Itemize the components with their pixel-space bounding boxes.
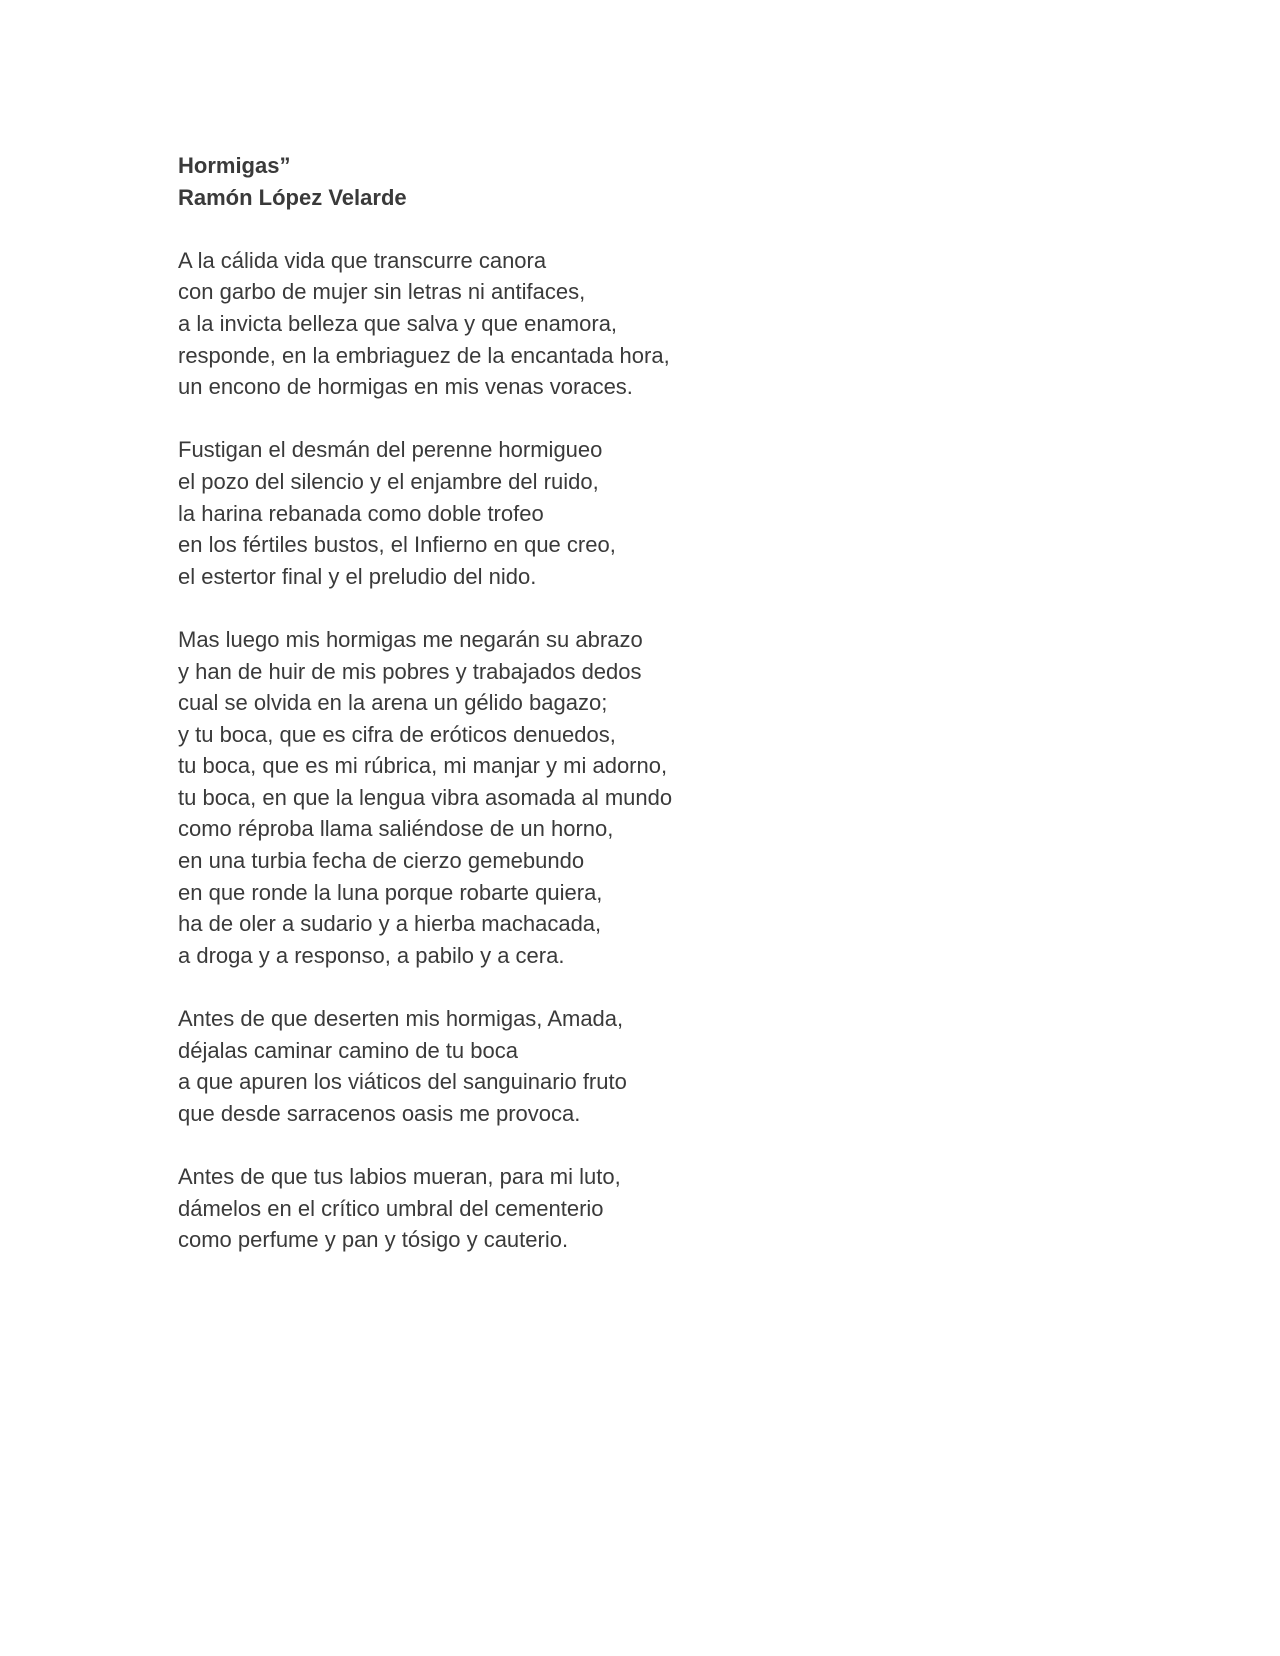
poem-line: como perfume y pan y tósigo y cauterio. <box>178 1227 569 1253</box>
poem-line: un encono de hormigas en mis venas voraces. <box>178 374 633 400</box>
poem-line: y han de huir de mis pobres y trabajados dedos <box>178 658 642 684</box>
stanza-3 <box>178 624 1078 972</box>
poem-line: que desde sarracenos oasis me provoca. <box>178 1100 581 1126</box>
poem-line: Mas luego mis hormigas me negarán su abrazo <box>178 626 643 652</box>
poem-line: con garbo de mujer sin letras ni antifaces, <box>178 279 586 305</box>
poem-line: déjalas caminar camino de tu boca <box>178 1037 518 1063</box>
poem-line: cual se olvida en la arena un gélido bagazo; <box>178 690 608 716</box>
poem-body <box>178 150 1078 1287</box>
poem-line: en los fértiles bustos, el Infierno en que creo, <box>178 532 616 558</box>
poem-line: Fustigan el desmán del perenne hormigueo <box>178 437 603 463</box>
poem-line: a que apuren los viáticos del sanguinario fruto <box>178 1069 627 1095</box>
poem-line: Antes de que deserten mis hormigas, Amada, <box>178 1006 624 1032</box>
poem-line: en una turbia fecha de cierzo gemebundo <box>178 848 585 874</box>
poem-line: Antes de que tus labios mueran, para mi luto, <box>178 1164 621 1189</box>
poem-line: la harina rebanada como doble trofeo <box>178 500 544 526</box>
poem-line: dámelos en el crítico umbral del cementerio <box>178 1195 604 1221</box>
stanza-5 <box>178 1161 1078 1256</box>
poem-line: tu boca, que es mi rúbrica, mi manjar y mi adorno, <box>178 753 668 779</box>
poem-line: el pozo del silencio y el enjambre del ruido, <box>178 468 599 494</box>
stanza-2 <box>178 434 1078 592</box>
poem-line: ha de oler a sudario y a hierba machacada, <box>178 911 602 937</box>
poem-title: Hormigas” <box>178 153 291 178</box>
poem-line: a droga y a responso, a pabilo y a cera. <box>178 942 565 968</box>
poem-line: responde, en la embriaguez de la encantada hora, <box>178 342 670 368</box>
poem-line: en que ronde la luna porque robarte quiera, <box>178 879 603 905</box>
poem-line: y tu boca, que es cifra de eróticos denuedos, <box>178 721 616 747</box>
poem-author: Ramón López Velarde <box>178 184 407 210</box>
poem-line: el estertor final y el preludio del nido. <box>178 563 537 589</box>
poem-line: A la cálida vida que transcurre canora <box>178 247 547 273</box>
poem-line: a la invicta belleza que salva y que enamora, <box>178 310 618 336</box>
stanza-1 <box>178 245 1078 403</box>
poem-line: como réproba llama saliéndose de un horno, <box>178 816 614 842</box>
stanza-4 <box>178 1003 1078 1129</box>
poem-line: tu boca, en que la lengua vibra asomada al mundo <box>178 784 673 810</box>
